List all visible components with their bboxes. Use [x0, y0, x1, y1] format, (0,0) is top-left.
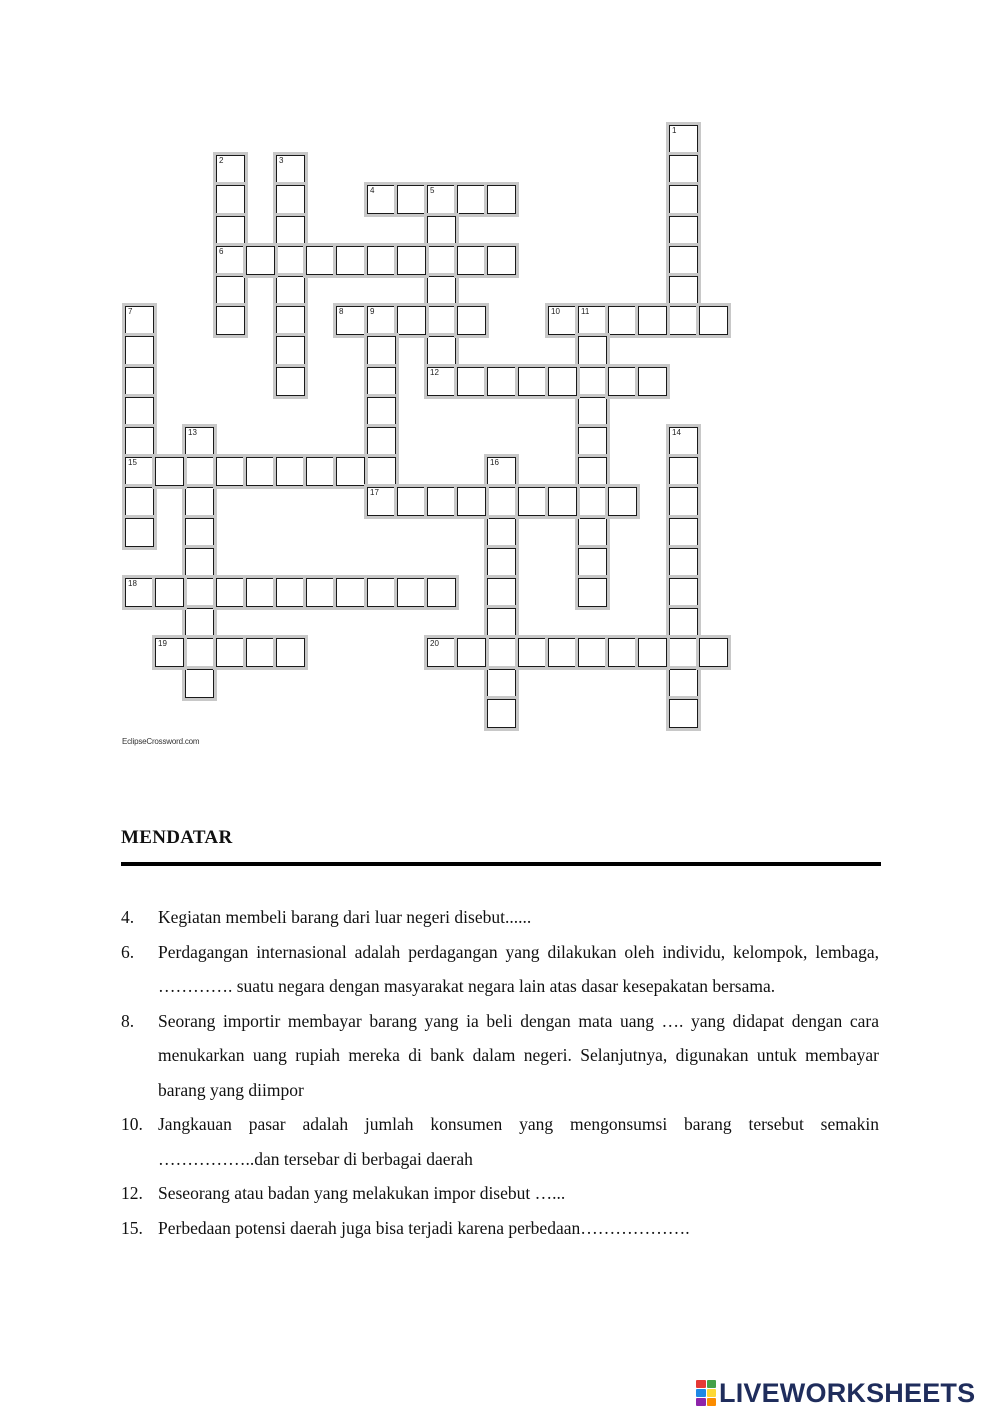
cell-number: 8: [339, 307, 344, 316]
clue-number: 8.: [121, 1010, 135, 1031]
crossword-cell[interactable]: [367, 306, 396, 335]
crossword-cell[interactable]: [185, 608, 214, 637]
crossword-cell[interactable]: [276, 246, 305, 275]
crossword-cell[interactable]: [608, 487, 637, 516]
crossword-cell[interactable]: [125, 487, 154, 516]
crossword-cell[interactable]: [185, 548, 214, 577]
clue-text: Seseorang atau badan yang melakukan impor disebut …...: [158, 1183, 566, 1203]
crossword-cell[interactable]: [427, 216, 456, 245]
crossword-cell[interactable]: [669, 185, 698, 214]
crossword-cell[interactable]: [367, 457, 396, 486]
crossword-cell[interactable]: [155, 638, 184, 667]
crossword-cell[interactable]: [427, 185, 456, 214]
crossword-cell[interactable]: [427, 638, 456, 667]
crossword-cell[interactable]: [306, 246, 335, 275]
cell-number: 20: [430, 639, 439, 648]
crossword-cell[interactable]: [216, 457, 245, 486]
crossword-cell[interactable]: [367, 578, 396, 607]
cell-number: 11: [581, 307, 590, 316]
crossword-cell[interactable]: [518, 487, 547, 516]
crossword-cell[interactable]: [367, 246, 396, 275]
cell-number: 1: [672, 126, 677, 135]
crossword-cell[interactable]: [699, 306, 728, 335]
crossword-cell[interactable]: [216, 578, 245, 607]
crossword-cell[interactable]: [185, 427, 214, 456]
crossword-cell[interactable]: [457, 638, 486, 667]
crossword-cell[interactable]: [669, 638, 698, 667]
crossword-cell[interactable]: [125, 306, 154, 335]
clue-item: [121, 1211, 879, 1246]
crossword-cell[interactable]: [487, 367, 516, 396]
crossword-cell[interactable]: [185, 669, 214, 698]
crossword-cell[interactable]: [246, 638, 275, 667]
logo-square: [707, 1380, 717, 1388]
clue-item: [121, 1107, 879, 1176]
section-heading: MENDATAR: [121, 827, 233, 848]
crossword-cell[interactable]: [487, 699, 516, 728]
crossword-cell[interactable]: [427, 487, 456, 516]
crossword-cell[interactable]: [427, 276, 456, 305]
crossword-cell[interactable]: [578, 427, 607, 456]
logo-square: [696, 1398, 706, 1406]
cell-number: 4: [370, 186, 375, 195]
clue-number: 15.: [121, 1217, 143, 1238]
logo-square: [707, 1398, 717, 1406]
crossword-cell[interactable]: [125, 518, 154, 547]
crossword-cell[interactable]: [457, 306, 486, 335]
crossword-cell[interactable]: [457, 246, 486, 275]
crossword-cell[interactable]: [397, 185, 426, 214]
crossword-cell[interactable]: [427, 246, 456, 275]
crossword-cell[interactable]: [669, 669, 698, 698]
crossword-cell[interactable]: [638, 306, 667, 335]
crossword-cell[interactable]: [367, 427, 396, 456]
crossword-cell[interactable]: [216, 638, 245, 667]
crossword-cell[interactable]: [669, 216, 698, 245]
crossword-cell[interactable]: [276, 638, 305, 667]
crossword-cell[interactable]: [487, 246, 516, 275]
crossword-cell[interactable]: [216, 155, 245, 184]
clue-item: [121, 935, 879, 1004]
crossword-cell[interactable]: [276, 155, 305, 184]
crossword-cell[interactable]: [548, 638, 577, 667]
clue-number: 6.: [121, 941, 135, 962]
crossword-cell[interactable]: [669, 276, 698, 305]
clue-item: [121, 1176, 879, 1211]
crossword-cell[interactable]: [216, 276, 245, 305]
crossword-cell[interactable]: [487, 185, 516, 214]
crossword-cell[interactable]: [518, 638, 547, 667]
crossword-cell[interactable]: [487, 518, 516, 547]
crossword-cell[interactable]: [669, 518, 698, 547]
crossword-cell[interactable]: [246, 578, 275, 607]
cell-number: 15: [128, 458, 137, 467]
cell-number: 5: [430, 186, 435, 195]
crossword-cell[interactable]: [578, 578, 607, 607]
cell-number: 18: [128, 579, 137, 588]
crossword-cell[interactable]: [367, 367, 396, 396]
cell-number: 7: [128, 307, 133, 316]
logo-square: [696, 1389, 706, 1397]
crossword-cell[interactable]: [336, 457, 365, 486]
cell-number: 9: [370, 307, 375, 316]
crossword-cell[interactable]: [185, 518, 214, 547]
clue-text: Perdagangan internasional adalah perdagangan yang dilakukan oleh individu, kelompok, lembaga, …………. suatu negara dengan masyarakat negara lain atas dasar kesepakatan bersama.: [158, 941, 879, 996]
crossword-cell[interactable]: [578, 638, 607, 667]
crossword-cell[interactable]: [487, 548, 516, 577]
crossword-cell[interactable]: [427, 367, 456, 396]
crossword-cell[interactable]: [578, 518, 607, 547]
clue-text: Kegiatan membeli barang dari luar negeri disebut......: [158, 907, 532, 927]
crossword-cell[interactable]: [276, 336, 305, 365]
crossword-cell[interactable]: [487, 487, 516, 516]
crossword-cell[interactable]: [216, 216, 245, 245]
cell-number: 3: [279, 156, 284, 165]
crossword-cell[interactable]: [276, 578, 305, 607]
crossword-cell[interactable]: [608, 367, 637, 396]
crossword-cell[interactable]: [306, 578, 335, 607]
crossword-cell[interactable]: [548, 367, 577, 396]
crossword-cell[interactable]: [185, 578, 214, 607]
crossword-cell[interactable]: [397, 246, 426, 275]
crossword-cell[interactable]: [487, 578, 516, 607]
crossword-cell[interactable]: [397, 578, 426, 607]
crossword-cell[interactable]: [669, 578, 698, 607]
clue-number: 4.: [121, 907, 135, 927]
clue-text: Perbedaan potensi daerah juga bisa terjadi karena perbedaan……………….: [158, 1217, 690, 1238]
crossword-cell[interactable]: [638, 367, 667, 396]
crossword-cell[interactable]: [367, 487, 396, 516]
crossword-cell[interactable]: [336, 306, 365, 335]
crossword-cell[interactable]: [125, 367, 154, 396]
clue-text: Jangkauan pasar adalah jumlah konsumen yang mengonsumsi barang tersebut semakin ……………..dan tersebar di berbagai daerah: [158, 1114, 879, 1169]
crossword-cell[interactable]: [548, 306, 577, 335]
crossword-cell[interactable]: [669, 699, 698, 728]
crossword-cell[interactable]: [276, 306, 305, 335]
cell-number: 13: [188, 428, 197, 437]
clue-list: [121, 900, 879, 1245]
crossword-cell[interactable]: [367, 397, 396, 426]
crossword-cell[interactable]: [125, 457, 154, 486]
crossword-cell[interactable]: [276, 216, 305, 245]
crossword-cell[interactable]: [397, 487, 426, 516]
crossword-cell[interactable]: [427, 578, 456, 607]
crossword-cell[interactable]: [669, 125, 698, 154]
crossword-cell[interactable]: [397, 306, 426, 335]
clue-number: 12.: [121, 1183, 143, 1203]
crossword-cell[interactable]: [548, 487, 577, 516]
cell-number: 19: [158, 639, 167, 648]
heading-divider: [121, 862, 881, 866]
crossword-cell[interactable]: [608, 638, 637, 667]
crossword-cell[interactable]: [578, 336, 607, 365]
crossword-cell[interactable]: [578, 306, 607, 335]
cell-number: 14: [672, 428, 681, 437]
crossword-cell[interactable]: [185, 487, 214, 516]
crossword-cell[interactable]: [487, 608, 516, 637]
crossword-cell[interactable]: [669, 427, 698, 456]
crossword-cell[interactable]: [367, 185, 396, 214]
crossword-cell[interactable]: [367, 336, 396, 365]
crossword-cell[interactable]: [457, 487, 486, 516]
crossword-cell[interactable]: [155, 578, 184, 607]
cell-number: 6: [219, 247, 224, 256]
clue-text: Seorang importir membayar barang yang ia beli dengan mata uang …. yang didapat dengan cara menukarkan uang rupiah mereka di bank dalam negeri. Selanjutnya, digunakan untuk membayar barang yang diimpor: [158, 1010, 879, 1100]
crossword-cell[interactable]: [427, 306, 456, 335]
logo-mark-icon: [696, 1380, 716, 1406]
crossword-cell[interactable]: [487, 457, 516, 486]
crossword-cell[interactable]: [578, 457, 607, 486]
crossword-cell[interactable]: [669, 487, 698, 516]
crossword-cell[interactable]: [276, 276, 305, 305]
crossword-cell[interactable]: [276, 457, 305, 486]
crossword-cell[interactable]: [216, 306, 245, 335]
crossword-cell[interactable]: [125, 397, 154, 426]
liveworksheets-logo: [696, 1376, 975, 1410]
cell-number: 12: [430, 368, 439, 377]
crossword-cell[interactable]: [669, 548, 698, 577]
crossword-cell[interactable]: [336, 578, 365, 607]
clue-item: [121, 900, 879, 935]
crossword-cell[interactable]: [699, 638, 728, 667]
crossword-credit: EclipseCrossword.com: [122, 737, 200, 746]
crossword-cell[interactable]: [518, 367, 547, 396]
crossword-cell[interactable]: [216, 185, 245, 214]
clue-item: [121, 1004, 879, 1108]
crossword-cell[interactable]: [578, 487, 607, 516]
crossword-cell[interactable]: [125, 336, 154, 365]
crossword-cell[interactable]: [457, 367, 486, 396]
cell-number: 17: [370, 488, 379, 497]
crossword-cell[interactable]: [578, 397, 607, 426]
crossword-cell[interactable]: [125, 578, 154, 607]
crossword-cell[interactable]: [669, 155, 698, 184]
crossword-cell[interactable]: [487, 669, 516, 698]
cell-number: 16: [490, 458, 499, 467]
crossword-cell[interactable]: [487, 638, 516, 667]
logo-text: LIVEWORKSHEETS: [719, 1377, 976, 1408]
crossword-cell[interactable]: [336, 246, 365, 275]
crossword-cell[interactable]: [578, 548, 607, 577]
crossword-cell[interactable]: [246, 457, 275, 486]
crossword-cell[interactable]: [276, 185, 305, 214]
crossword-cell[interactable]: [246, 246, 275, 275]
crossword-cell[interactable]: [608, 306, 637, 335]
crossword-cell[interactable]: [427, 336, 456, 365]
logo-square: [707, 1389, 717, 1397]
crossword-cell[interactable]: [669, 306, 698, 335]
clue-number: 10.: [121, 1114, 143, 1134]
crossword-cell[interactable]: [276, 367, 305, 396]
logo-square: [696, 1380, 706, 1388]
crossword-cell[interactable]: [669, 246, 698, 275]
crossword-cell[interactable]: [669, 608, 698, 637]
crossword-cell[interactable]: [185, 638, 214, 667]
crossword-cell[interactable]: [125, 427, 154, 456]
crossword-cell[interactable]: [185, 457, 214, 486]
crossword-cell[interactable]: [638, 638, 667, 667]
crossword-cell[interactable]: [457, 185, 486, 214]
crossword-cell[interactable]: [216, 246, 245, 275]
crossword-cell[interactable]: [155, 457, 184, 486]
cell-number: 10: [551, 307, 560, 316]
cell-number: 2: [219, 156, 224, 165]
crossword-cell[interactable]: [578, 367, 607, 396]
crossword-cell[interactable]: [669, 457, 698, 486]
crossword-cell[interactable]: [306, 457, 335, 486]
